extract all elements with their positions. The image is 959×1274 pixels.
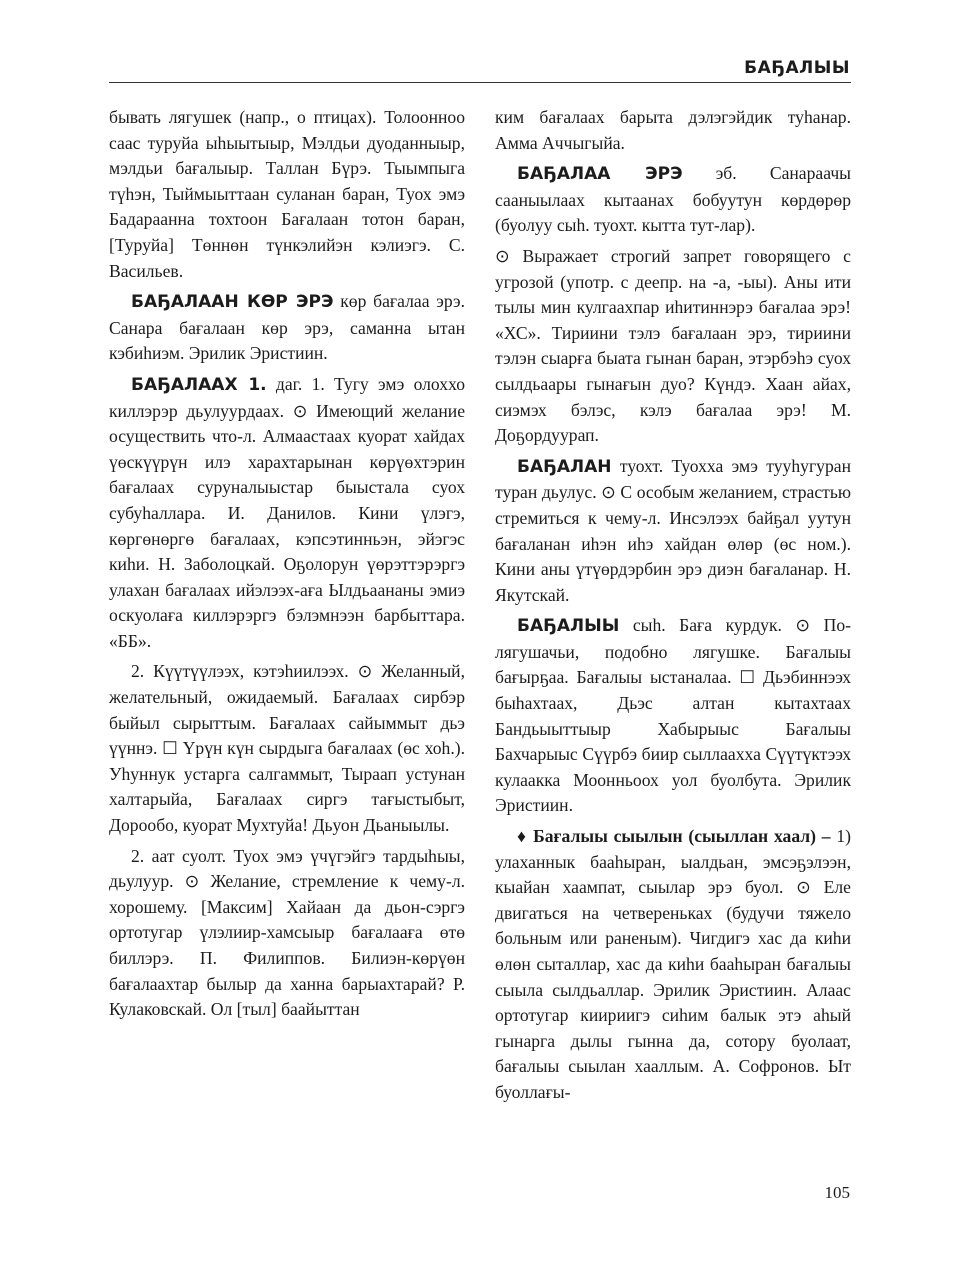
left-paragraph-5: 2. аат суолт. Туох эмэ үчүгэйгэ тардыһыы, дьулуур. ⊙ Желание, стремление к чему-л. хорошему. [Максим] Хайаан да дьон-сэргэ ортотугар үлэлиир-хамсыыр бағалааға өтө биллэрэ. П. Филиппов. Билиэн-көрүөн бағалаахтар былыр да ханна барыахтарай? Р. Кулаковскай. Ол [тыл] баайыттан <box>109 845 465 1020</box>
page-number: 105 <box>824 1183 850 1202</box>
headword: БАҔАЛАН <box>517 456 612 477</box>
entry-bagalyy <box>495 613 851 819</box>
entry-text: 1) улаханнык бааһыран, ыалдьан, эмсэҕэлээн, кыайан хаампат, сыылар эрэ буол. ⊙ Еле двигаться на четвереньках (будучи тяжело больным или раненым). Чигдигэ хас да киһи өлөн сыталлар, хас да киһи бааһыран бағалыы сыыла сылдьаллар. Эрилик Эристиин. Алаас ортотугар киириигэ сиһим балык этэ аһый гынарга дылы гынна да, сотору буолаат, бағалыы сыылан хааллым. А. Софронов. Ыт буоллағы- <box>495 826 851 1102</box>
entry-text: даг. 1. Тугу эмэ олоххо киллэрэр дьулуурдаах. ⊙ Имеющий желание осуществить что-л. Алмаастаах куорат хайдах үөскүүрүн илэ харахтарынан көрүөхтэрин бағалаах суруналыыстар быыстала суох субуһаллара. И. Данилов. Кини үлэгэ, көргөнөргө бағалаах, кэпсэтинньэн, эйэгэс киһи. Н. Заболоцкай. Оҕолорун үөрэттэрэргэ улахан бағалаах ийэлээх-аға Ылдьаананы эмиэ оскуолаға киллэрэргэ бэлэмнээн барбыттара. «ББ». <box>109 373 465 651</box>
entry-bagalaa-ere <box>495 161 851 239</box>
left-column <box>109 105 465 1028</box>
entry-bagalaah <box>109 372 465 655</box>
header-rule <box>109 82 851 83</box>
headword: БАҔАЛААН КӨР ЭРЭ <box>131 292 334 313</box>
running-header: БАҔАЛЫЫ <box>744 58 850 78</box>
right-paragraph-1: ким бағалаах барыта дэлэгэйдик туһанар. Амма Аччыгыйа. <box>495 107 851 153</box>
entry-bagalaan-kor-ere <box>109 289 465 367</box>
right-paragraph-3: ⊙ Выражает строгий запрет говорящего с угрозой (употр. с деепр. на -а, -ыы). Аны ити тылы мин кулгаахпар иһитиннэрэ бағалаа эрэ! «ХС». Тириини тэлэ бағалаан эрэ, тириини тэлэн сыарға быата гынан баран, этэрбэһэ суох сылдьаары гынағын дуо? Күндэ. Хаан айах, сиэмэх бэлэс, кэлэ бағалаа эрэ! М. Доҕордуурап. <box>495 245 851 446</box>
entry-text: сыһ. Баға курдук. ⊙ По-лягушачьи, подобно лягушке. Бағалыы бағырҕаа. Бағалыы ыстаналаа. ☐ Дьэбиннээх быһахтаах, Дьэс алтан кытахтаах Бандьыыттыыр Хабырыыс Бағалыы Бахчарыыс Сүүрбэ биир сыллаахха Сүүтүктээх кулаакка Моонньоох уол буолбута. Эрилик Эристиин. <box>495 615 851 816</box>
headword: БАҔАЛААХ 1. <box>131 374 267 395</box>
left-paragraph-4: 2. Күүтүүлээх, кэтэһиилээх. ⊙ Желанный, желательный, ожидаемый. Бағалаах сирбэр быйыл сырыттым. Бағалаах сайыммыт дьэ үүннэ. ☐ Үрүн күн сырдыга бағалаах (өс хоһ.). Уһуннук устарга салгаммыт, Тыраап устунан халтарыйа, Бағалаах сиргэ тағыстыбыт, Дорообо, куорат Мухтуйа! Дьуон Дьаныылы. <box>109 661 465 836</box>
headword: БАҔАЛАА ЭРЭ <box>517 164 683 185</box>
phrase-headword: ♦ Бағалыы сыылын (сыыллан хаал) – <box>517 826 831 847</box>
headword: БАҔАЛЫЫ <box>517 616 620 637</box>
entry-bagalyy-syylyn <box>495 824 851 1106</box>
right-column <box>495 105 851 1111</box>
entry-text: туохт. Туохха эмэ тууһугуран туран дьулус. ⊙ С особым желанием, страстью стремиться к чему-л. Инсэлээх байҕал уутун бағаланан иһэн иһэ хайдан өлөр (өс ном.). Кини аны үтүөрдэрбин эрэ диэн бағаланар. Н. Якутскай. <box>495 455 851 605</box>
entry-text: көр бағалаа эрэ. Санара бағалаан көр эрэ, саманна ытан кэбиһиэм. Эрилик Эристиин. <box>109 291 465 364</box>
left-paragraph-1: бывать лягушек (напр., о птицах). Толоонноо саас туруйа ыһыытыыр, Мэлдьи дуоданныыр, мэлдьи бағалыыр. Таллан Бүрэ. Тыымпыга түһэн, Тыймыыттаан суланан баран, Туох эмэ Бадараанна тохтоон Бағалаан тотон баран, [Туруйа] Төннөн түнкэлийэн кэлиэгэ. С. Васильев. <box>109 107 465 281</box>
entry-bagalan <box>495 454 851 609</box>
entry-text: эб. Санараачы сааныылаах кытаанах бобуутун көрдөрөр (буолуу сыһ. туохт. кытта тут-лар). <box>495 163 851 236</box>
